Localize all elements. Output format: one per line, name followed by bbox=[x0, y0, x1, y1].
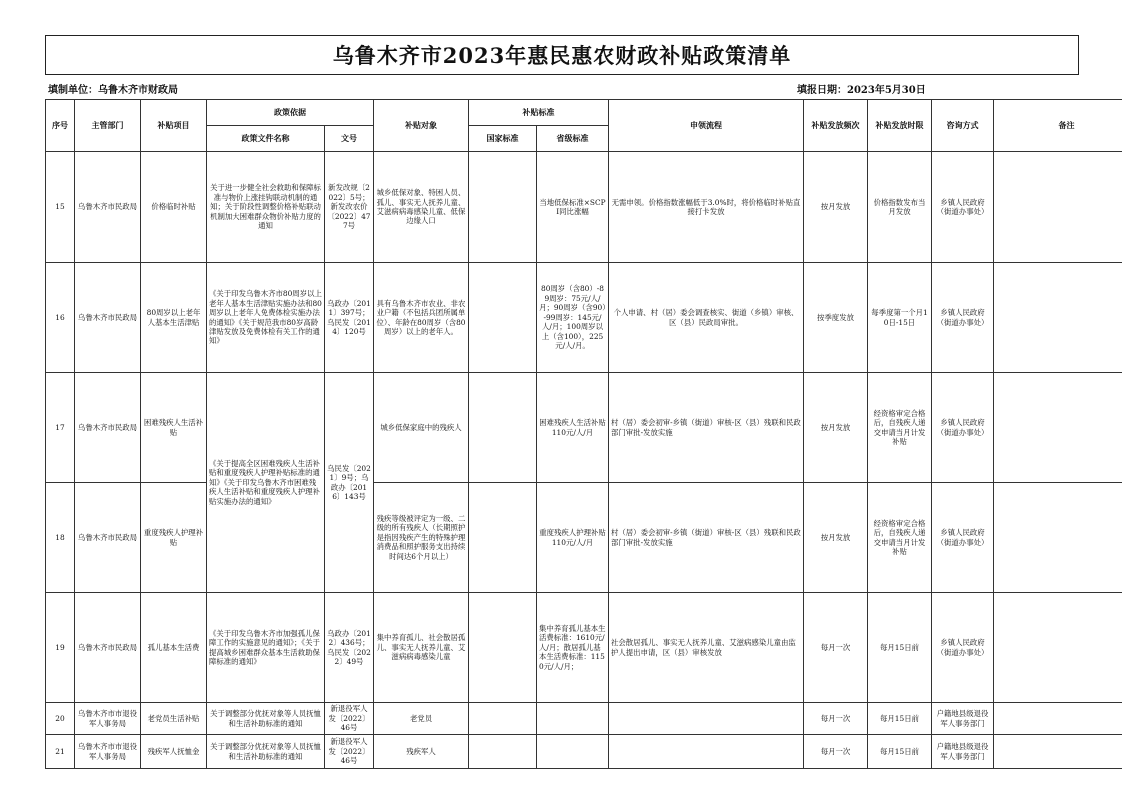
header-consult: 咨询方式 bbox=[932, 100, 994, 152]
cell-remark bbox=[994, 373, 1122, 483]
cell-time: 每季度第一个月10日-15日 bbox=[868, 263, 932, 373]
page-title: 乌鲁木齐市2023年惠民惠农财政补贴政策清单 bbox=[332, 43, 792, 68]
cell-item: 重度残疾人护理补贴 bbox=[141, 483, 207, 593]
cell-provincial: 集中养育孤儿基本生活费标准：1610元/人/月；散居孤儿基本生活费标准：1150元/人/月； bbox=[537, 593, 609, 703]
cell-dept: 乌鲁木齐市民政局 bbox=[75, 593, 141, 703]
cell-doc: 关于调整部分优抚对象等人员抚恤和生活补助标准的通知 bbox=[207, 735, 325, 769]
cell-dept: 乌鲁木齐市市退役军人事务局 bbox=[75, 735, 141, 769]
cell-time: 每月15日前 bbox=[868, 593, 932, 703]
header-seq: 序号 bbox=[46, 100, 75, 152]
cell-freq: 按季度发放 bbox=[804, 263, 868, 373]
cell-national bbox=[469, 593, 537, 703]
header-remark: 备注 bbox=[994, 100, 1122, 152]
cell-provincial bbox=[537, 703, 609, 735]
cell-consult: 乡镇人民政府（街道办事处） bbox=[932, 373, 994, 483]
cell-national bbox=[469, 152, 537, 263]
header-process: 申领流程 bbox=[609, 100, 804, 152]
cell-consult: 乡镇人民政府（街道办事处） bbox=[932, 152, 994, 263]
fill-date: 填报日期：2023年5月30日 bbox=[797, 85, 926, 96]
cell-target: 城乡低保家庭中的残疾人 bbox=[374, 373, 469, 483]
cell-national bbox=[469, 373, 537, 483]
cell-item: 80周岁以上老年人基本生活津贴 bbox=[141, 263, 207, 373]
cell-national bbox=[469, 735, 537, 769]
cell-doc: 关于进一步健全社会救助和保障标准与物价上涨挂钩联动机制的通知；关于阶段性调整价格补贴联动机制加大困难群众物价补贴力度的通知 bbox=[207, 152, 325, 263]
cell-process: 社会散居孤儿、事实无人抚养儿童、艾滋病感染儿童由监护人提出申请，区（县）审核发放 bbox=[609, 593, 804, 703]
header-target: 补贴对象 bbox=[374, 100, 469, 152]
table-row bbox=[46, 735, 1122, 769]
cell-target: 残疾等级被评定为一级、二级的所有残疾人（长期照护是指因残疾产生的特殊护理消费品和照护服务支出持续时间达6个月以上） bbox=[374, 483, 469, 593]
cell-process bbox=[609, 735, 804, 769]
compiling-unit: 填制单位：乌鲁木齐市财政局 bbox=[48, 85, 178, 96]
cell-target: 集中养育孤儿、社会散居孤儿、事实无人抚养儿童、艾滋病病毒感染儿童 bbox=[374, 593, 469, 703]
cell-freq: 每月一次 bbox=[804, 703, 868, 735]
header-standard: 补贴标准 bbox=[469, 100, 609, 126]
header-dept: 主管部门 bbox=[75, 100, 141, 152]
meta-row bbox=[45, 76, 1079, 98]
cell-time: 每月15日前 bbox=[868, 703, 932, 735]
cell-time: 经资格审定合格后，自残疾人递交申请当月计发补贴 bbox=[868, 483, 932, 593]
cell-provincial: 80周岁（含80）-89周岁：75元/人/月；90周岁（含90）-99周岁：145元/人/月；100周岁以上（含100），225元/人/月。 bbox=[537, 263, 609, 373]
cell-provincial: 当地低保标准×SCPI同比涨幅 bbox=[537, 152, 609, 263]
cell-doc-no: 乌政办〔2011〕397号；乌民发〔2014〕120号 bbox=[325, 263, 374, 373]
cell-consult: 户籍地县级退役军人事务部门 bbox=[932, 703, 994, 735]
cell-provincial bbox=[537, 735, 609, 769]
header-item: 补贴项目 bbox=[141, 100, 207, 152]
header-freq: 补贴发放频次 bbox=[804, 100, 868, 152]
cell-doc-no: 新退役军人发〔2022〕46号 bbox=[325, 735, 374, 769]
cell-freq: 按月发放 bbox=[804, 483, 868, 593]
cell-seq: 19 bbox=[46, 593, 75, 703]
cell-dept: 乌鲁木齐市民政局 bbox=[75, 483, 141, 593]
cell-national bbox=[469, 483, 537, 593]
cell-process bbox=[609, 703, 804, 735]
cell-doc-no-merged: 乌民发〔2021〕9号；乌政办〔2016〕143号 bbox=[325, 373, 374, 593]
cell-remark bbox=[994, 263, 1122, 373]
policy-table bbox=[45, 99, 1122, 769]
cell-dept: 乌鲁木齐市民政局 bbox=[75, 373, 141, 483]
cell-consult: 乡镇人民政府（街道办事处） bbox=[932, 263, 994, 373]
cell-seq: 16 bbox=[46, 263, 75, 373]
table-row bbox=[46, 373, 1122, 483]
cell-doc-merged: 《关于提高全区困难残疾人生活补贴和重度残疾人护理补贴标准的通知》《关于印发乌鲁木齐市困难残疾人生活补贴和重度残疾人护理补贴实施办法的通知》 bbox=[207, 373, 325, 593]
header-basis-no: 文号 bbox=[325, 126, 374, 152]
title-bar bbox=[45, 35, 1079, 75]
table-row bbox=[46, 263, 1122, 373]
cell-national bbox=[469, 703, 537, 735]
cell-process: 村（居）委会初审-乡镇（街道）审核-区（县）残联和民政部门审批-发放实施 bbox=[609, 373, 804, 483]
cell-doc: 《关于印发乌鲁木齐市加强孤儿保障工作的实施意见的通知》；《关于提高城乡困难群众基本生活救助保障标准的通知》 bbox=[207, 593, 325, 703]
cell-item: 困难残疾人生活补贴 bbox=[141, 373, 207, 483]
table-row bbox=[46, 593, 1122, 703]
table-row bbox=[46, 703, 1122, 735]
cell-consult: 户籍地县级退役军人事务部门 bbox=[932, 735, 994, 769]
cell-doc-no: 新退役军人发〔2022〕46号 bbox=[325, 703, 374, 735]
cell-freq: 每月一次 bbox=[804, 735, 868, 769]
cell-process: 村（居）委会初审-乡镇（街道）审核-区（县）残联和民政部门审批-发放实施 bbox=[609, 483, 804, 593]
cell-dept: 乌鲁木齐市市退役军人事务局 bbox=[75, 703, 141, 735]
cell-seq: 18 bbox=[46, 483, 75, 593]
cell-dept: 乌鲁木齐市民政局 bbox=[75, 263, 141, 373]
cell-dept: 乌鲁木齐市民政局 bbox=[75, 152, 141, 263]
cell-doc-no: 新发改规〔2022〕5号；新发改农价〔2022〕477号 bbox=[325, 152, 374, 263]
cell-remark bbox=[994, 593, 1122, 703]
cell-time: 每月15日前 bbox=[868, 735, 932, 769]
cell-target: 城乡低保对象、特困人员、孤儿、事实无人抚养儿童、艾滋病病毒感染儿童、低保边缘人口 bbox=[374, 152, 469, 263]
cell-remark bbox=[994, 735, 1122, 769]
cell-seq: 21 bbox=[46, 735, 75, 769]
cell-remark bbox=[994, 483, 1122, 593]
cell-item: 价格临时补贴 bbox=[141, 152, 207, 263]
header-basis: 政策依据 bbox=[207, 100, 374, 126]
cell-remark bbox=[994, 703, 1122, 735]
cell-item: 老党员生活补贴 bbox=[141, 703, 207, 735]
cell-doc: 关于调整部分优抚对象等人员抚恤和生活补助标准的通知 bbox=[207, 703, 325, 735]
cell-item: 残疾军人抚恤金 bbox=[141, 735, 207, 769]
cell-freq: 每月一次 bbox=[804, 593, 868, 703]
policy-sheet bbox=[45, 35, 1080, 793]
cell-seq: 20 bbox=[46, 703, 75, 735]
cell-provincial: 重度残疾人护理补贴110元/人/月 bbox=[537, 483, 609, 593]
header-row-1 bbox=[46, 100, 1122, 126]
cell-seq: 17 bbox=[46, 373, 75, 483]
table-row bbox=[46, 152, 1122, 263]
cell-provincial: 困难残疾人生活补贴110元/人/月 bbox=[537, 373, 609, 483]
header-basis-doc: 政策文件名称 bbox=[207, 126, 325, 152]
cell-remark bbox=[994, 152, 1122, 263]
cell-doc: 《关于印发乌鲁木齐市80周岁以上老年人基本生活津贴实施办法和80周岁以上老年人免费体检实施办法的通知》《关于规范我市80岁高龄津贴发放及免费体检有关工作的通知》 bbox=[207, 263, 325, 373]
cell-seq: 15 bbox=[46, 152, 75, 263]
cell-freq: 按月发放 bbox=[804, 373, 868, 483]
cell-target: 具有乌鲁木齐市农业、非农业户籍（不包括兵团所属单位）、年龄在80周岁（含80周岁）以上的老年人。 bbox=[374, 263, 469, 373]
cell-consult: 乡镇人民政府（街道办事处） bbox=[932, 483, 994, 593]
header-std-national: 国家标准 bbox=[469, 126, 537, 152]
cell-target: 残疾军人 bbox=[374, 735, 469, 769]
header-time: 补贴发放时限 bbox=[868, 100, 932, 152]
cell-target: 老党员 bbox=[374, 703, 469, 735]
cell-doc-no: 乌政办〔2012〕436号；乌民发〔2022〕49号 bbox=[325, 593, 374, 703]
cell-item: 孤儿基本生活费 bbox=[141, 593, 207, 703]
cell-freq: 按月发放 bbox=[804, 152, 868, 263]
header-std-provincial: 省级标准 bbox=[537, 126, 609, 152]
cell-time: 经资格审定合格后，自残疾人递交申请当月计发补贴 bbox=[868, 373, 932, 483]
cell-time: 价格指数发布当月发放 bbox=[868, 152, 932, 263]
cell-consult: 乡镇人民政府（街道办事处） bbox=[932, 593, 994, 703]
cell-process: 个人申请、村（居）委会调查核实、街道（乡镇）审核、区（县）民政局审批。 bbox=[609, 263, 804, 373]
cell-process: 无需申领。价格指数涨幅低于3.0%时，将价格临时补贴直接打卡发放 bbox=[609, 152, 804, 263]
cell-national bbox=[469, 263, 537, 373]
